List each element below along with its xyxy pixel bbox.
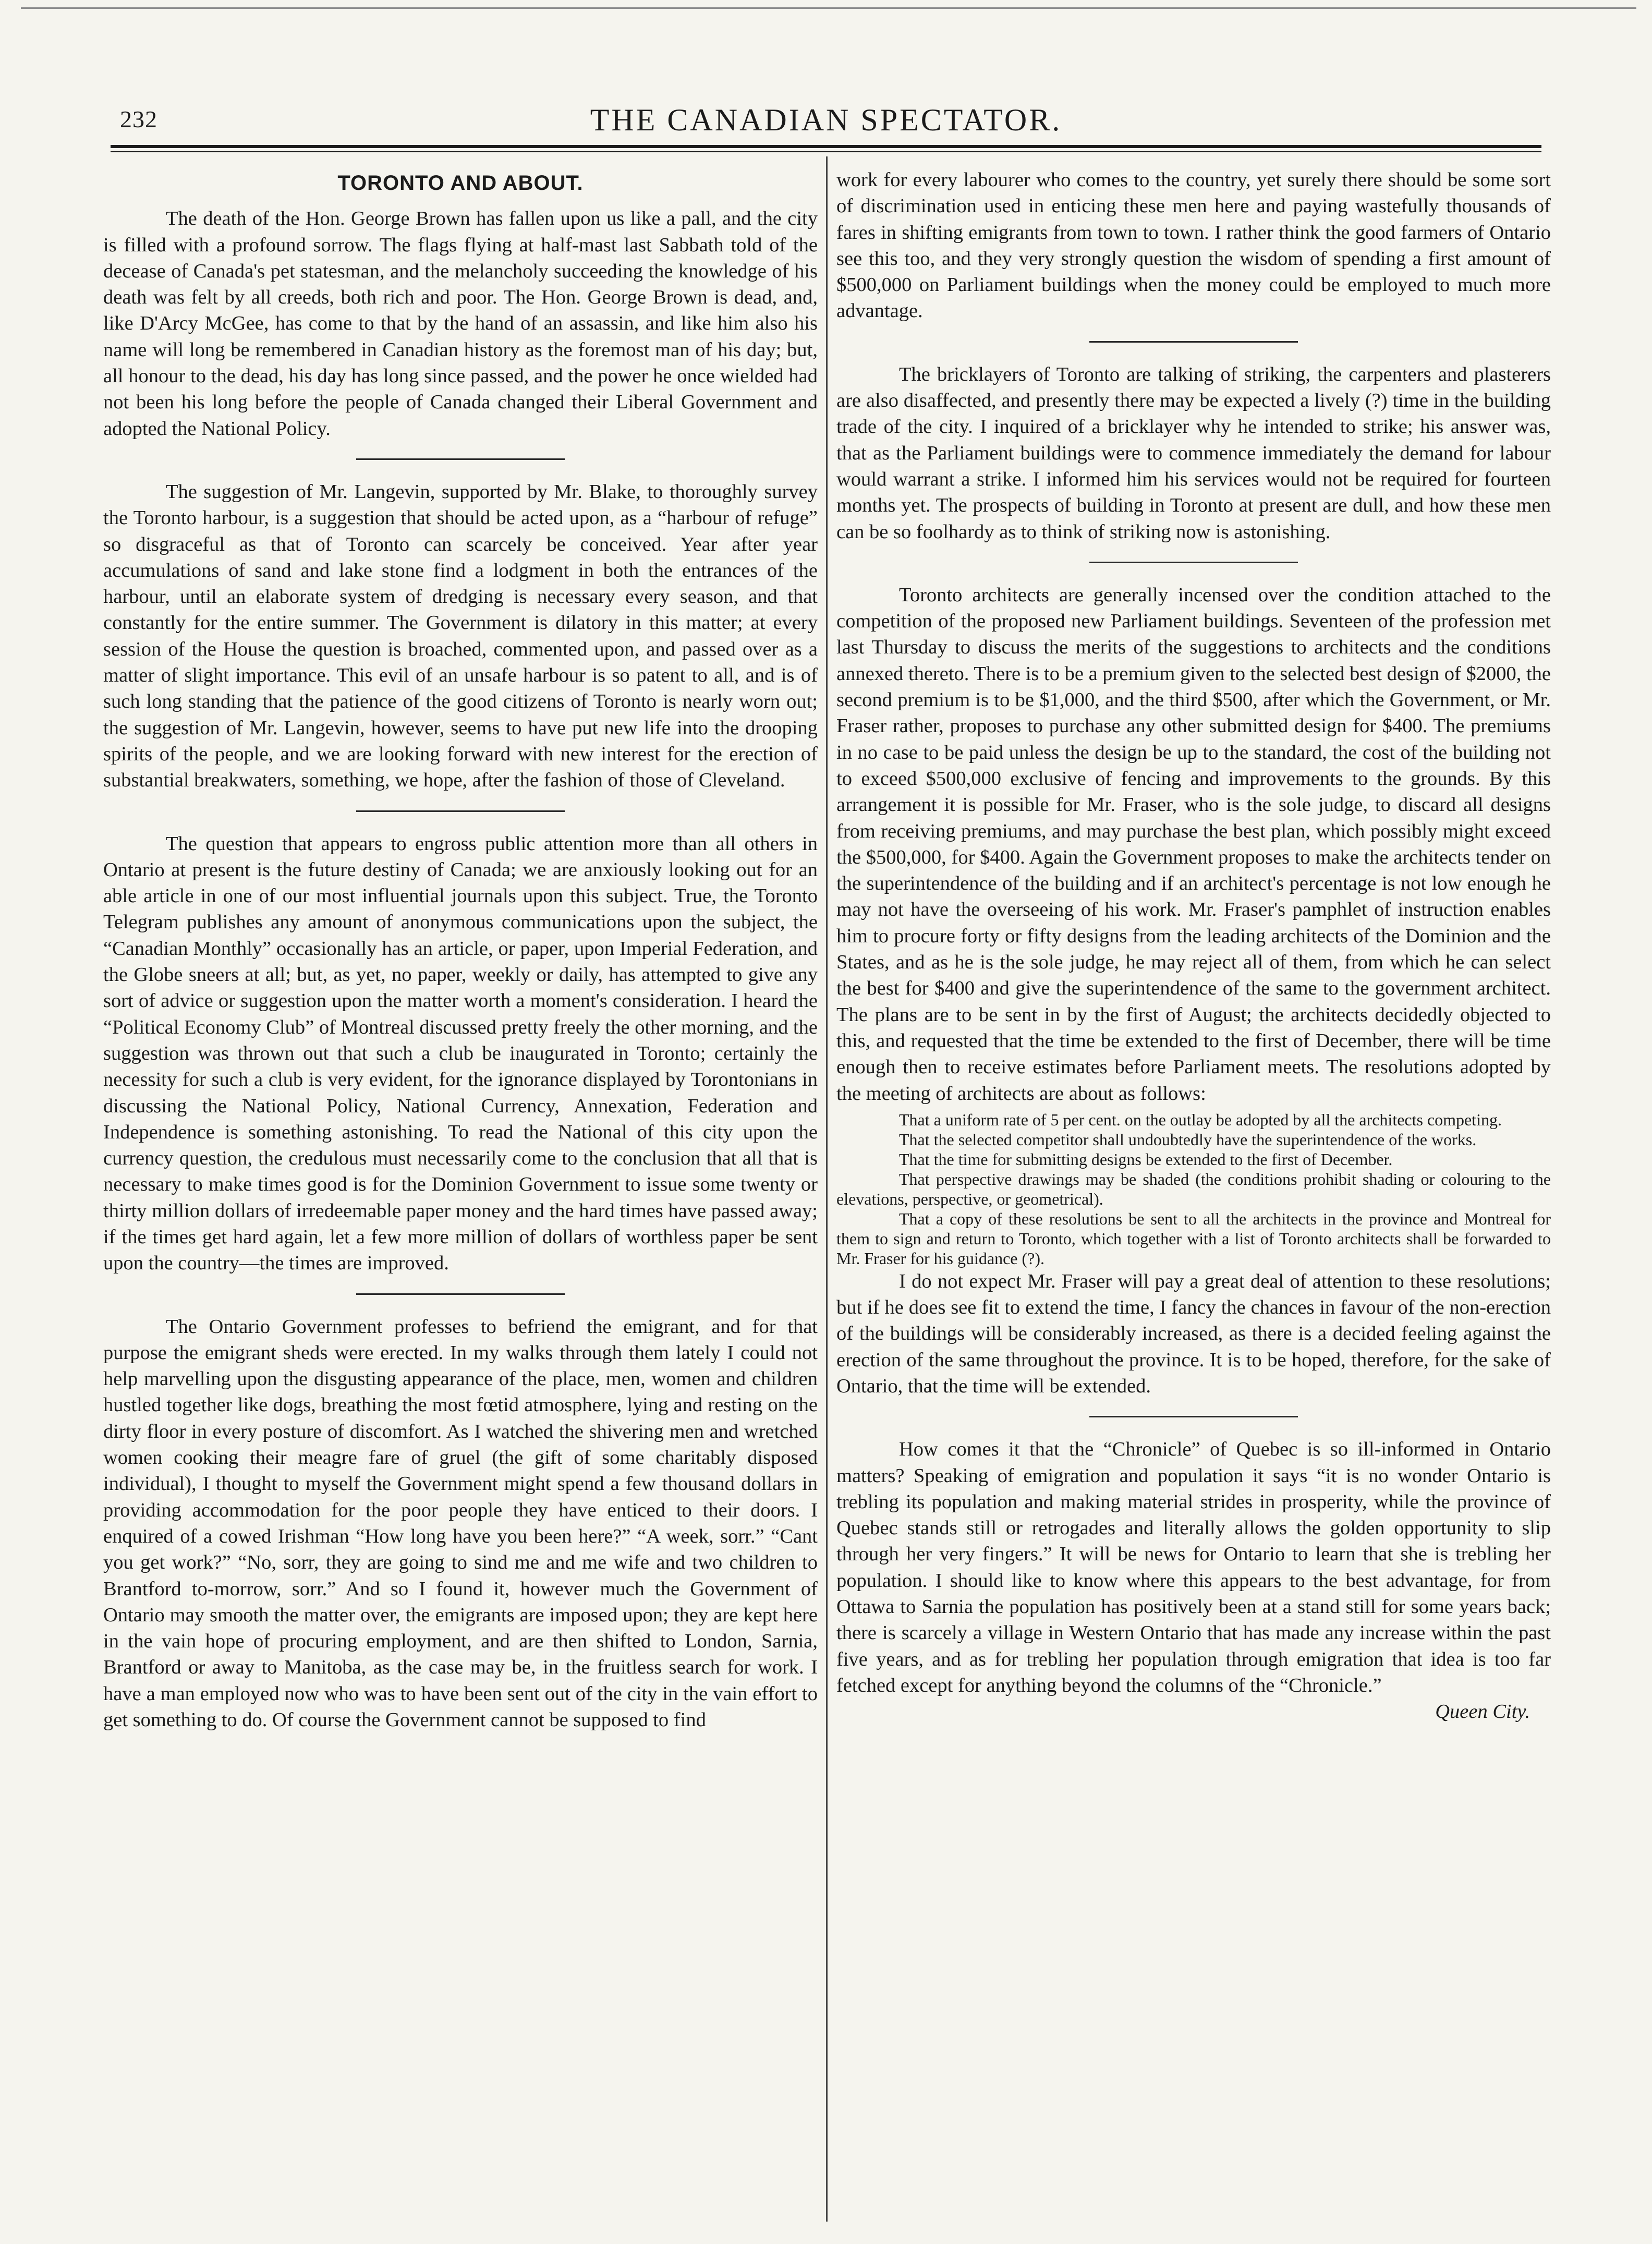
resolutions-list bbox=[836, 1110, 1551, 1268]
header-rule-thin bbox=[111, 151, 1541, 152]
resolution-item: That a uniform rate of 5 per cent. on the outlay be adopted by all the architects competing. bbox=[899, 1110, 1502, 1129]
paragraph-george-brown: The death of the Hon. George Brown has fallen upon us like a pall, and the city is filled with a profound sorrow. The flags flying at half-mast last Sabbath told of the decease of Canada's pet statesman, and the melancholy succeeding the knowledge of his death was felt by all creeds, both rich and poor. The Hon. George Brown is dead, and, like D'Arcy McGee, has come to that by the hand of an assassin, and like him also his name will long be remembered in Canadian history as the foremost man of his day; but, all honour to the dead, his day has long since passed, and the power he once wielded had not been his long before the people of Canada changed their Liberal Government and adopted the National Policy. bbox=[103, 208, 818, 440]
resolution-item: That a copy of these resolutions be sent to all the architects in the province and Montreal for them to sign and return to Toronto, which together with a list of Toronto architects shall be forwarded to Mr. Fraser for his guidance (?). bbox=[836, 1209, 1551, 1268]
resolution-item: That perspective drawings may be shaded (the conditions prohibit shading or colouring to the elevations, perspective, or geometrical). bbox=[836, 1169, 1551, 1208]
paragraph-emigrant-sheds: The Ontario Government professes to befriend the emigrant, and for that purpose the emigrant sheds were erected. In my walks through them lately I could not help marvelling upon the disgusting appearance of the place, men, women and children hustled together like dogs, breathing the most fœtid atmosphere, lying and resting on the dirty floor in every posture of discomfort. As I watched the shivering men and wretched women cooking their meagre fare of gruel (the gift of some charitably disposed individual), I thought to myself the Government might spend a few thousand dollars in providing accommodation for the poor people they have enticed to their doors. I enquired of a cowed Irishman “How long have you been here?” “A week, sorr.” “Cant you get work?” “No, sorr, they are going to sind me and me wife and two children to Brantford to-morrow, sorr.” And so I found it, however much the Government of Ontario may smooth the matter over, the emigrants are imposed upon; they are kept here in the vain hope of procuring employment, and are then shifted to London, Sarnia, Brantford or away to Manitoba, as the case may be, in the fruitless search for work. I have a man employed now who was to have been sent out of the city in the vain effort to get something to do. Of course the Government cannot be supposed to find bbox=[103, 1315, 818, 1731]
right-column bbox=[836, 167, 1551, 1725]
separator-rule bbox=[1089, 1416, 1298, 1417]
top-edge-rule bbox=[21, 7, 1636, 9]
page-number: 232 bbox=[120, 106, 157, 132]
journal-title: THE CANADIAN SPECTATOR. bbox=[590, 103, 1062, 137]
separator-rule bbox=[1089, 562, 1298, 563]
signature: Queen City. bbox=[1435, 1701, 1530, 1723]
paragraph-fraser: I do not expect Mr. Fraser will pay a great deal of attention to these resolutions; but if he does see fit to extend the time, I fancy the chances in favour of the non-erection of the buildings will be considerably increased, as there is a decided feeling against the erection of the same throughout the province. It is to be hoped, therefore, for the sake of Ontario, that the time will be extended. bbox=[836, 1270, 1551, 1397]
paragraph-chronicle: How comes it that the “Chronicle” of Quebec is so ill-informed in Ontario matters? Speaking of emigration and population it says “it is no wonder Ontario is trebling its population and making material strides in prosperity, while the province of Quebec stands still or retrogades and literally allows the golden opportunity to slip through her very fingers.” It will be news for Ontario to learn that she is trebling her population. I should like to know where this appears to the best advantage, for from Ottawa to Sarnia the population has positively been at a stand still for some years back; there is scarcely a village in Western Ontario that has made any increase within the past five years, and as for trebling her population through emigration that idea is too far fetched except for anything beyond the columns of the “Chronicle.” bbox=[836, 1438, 1551, 1696]
paragraph-bricklayers: The bricklayers of Toronto are talking of striking, the carpenters and plasterers are also disaffected, and presently there may be expected a lively (?) time in the building trade of the city. I inquired of a bricklayer why he intended to strike; his answer was, that as the Parliament buildings were to commence immediately the demand for labour would warrant a strike. I informed him his services would not be required for fourteen months yet. The prospects of building in Toronto at present are dull, and how these men can be so foolhardy as to think of striking now is astonishing. bbox=[836, 363, 1551, 543]
header-rule-thick bbox=[111, 145, 1541, 148]
resolution-item: That the selected competitor shall undoubtedly have the superintendence of the works. bbox=[899, 1130, 1477, 1149]
left-column bbox=[103, 167, 818, 1733]
separator-rule bbox=[1089, 341, 1298, 343]
page-header bbox=[111, 102, 1541, 139]
paragraph-harbour: The suggestion of Mr. Langevin, supported by Mr. Blake, to thoroughly survey the Toronto harbour, is a suggestion that should be acted upon, as a “harbour of refuge” so disgraceful as that of Toronto can scarcely be conceived. Year after year accumulations of sand and lake stone find a lodgment in both the entrances of the harbour, until an elaborate system of dredging is necessary every season, and that constantly for the entire summer. The Government is dilatory in this matter; at every session of the House the question is broached, commented upon, and passed over as a matter of slight importance. This evil of an unsafe harbour is so patent to all, and is of such long standing that the patience of the good citizens of Toronto is nearly worn out; the suggestion of Mr. Langevin, however, seems to have put new life into the drooping spirits of the people, and we are looking forward with new interest for the erection of substantial breakwaters, something, we hope, after the fashion of those of Cleveland. bbox=[103, 480, 818, 792]
section-title: TORONTO AND ABOUT. bbox=[337, 172, 584, 195]
separator-rule bbox=[356, 458, 565, 460]
separator-rule bbox=[356, 1293, 565, 1295]
separator-rule bbox=[356, 810, 565, 812]
resolution-item: That the time for submitting designs be extended to the first of December. bbox=[899, 1149, 1393, 1169]
column-divider bbox=[826, 156, 828, 2222]
paragraph-destiny-of-canada: The question that appears to engross public attention more than all others in Ontario at present is the future destiny of Canada; we are anxiously looking out for an able article in one of our most influential journals upon this subject. True, the Toronto Telegram publishes any amount of anonymous communications upon the subject, the “Canadian Monthly” occasionally has an article, or paper, upon Imperial Federation, and the Globe sneers at all; but, as yet, no paper, weekly or daily, has attempted to give any sort of advice or suggestion upon the matter worth a moment's consideration. I heard the “Political Economy Club” of Montreal discussed pretty freely the other morning, and the suggestion was thrown out that such a club be inaugurated in Toronto; certainly the necessity for such a club is very evident, for the ignorance displayed by Torontonians in discussing the National Policy, National Currency, Annexation, Federation and Independence is something astonishing. To read the National of this city upon the currency question, the credulous must necessarily come to the conclusion that all that is necessary to make times good is for the Dominion Government to issue some twenty or thirty million dollars of irredeemable paper money and the hard times have passed away; if the times get hard again, let a few more million of dollars of worthless paper be sent upon the country—the times are improved. bbox=[103, 832, 818, 1275]
paragraph-continuation: work for every labourer who comes to the country, yet surely there should be some sort of discrimination used in enticing these men here and paying wastefully thousands of fares in shifting emigrants from town to town. I rather think the good farmers of Ontario see this too, and they very strongly question the wisdom of spending a first amount of $500,000 on Parliament buildings when the money could be employed to much more advantage. bbox=[836, 169, 1551, 322]
paragraph-architects: Toronto architects are generally incensed over the condition attached to the competition of the proposed new Parliament buildings. Seventeen of the profession met last Thursday to discuss the merits of the suggestions to architects and the conditions annexed thereto. There is to be a premium given to the selected best design of $2000, the second premium is to be $1,000, and the third $500, after which the Government, or Mr. Fraser rather, proposes to purchase any other submitted design for $400. The premiums in no case to be paid unless the design be up to the standard, the cost of the building not to exceed $500,000 exclusive of fencing and improvements to the grounds. By this arrangement it is possible for Mr. Fraser, who is the sole judge, to discard all designs from receiving premiums, and may purchase the best plan, which possibly might exceed the $500,000, for $400. Again the Government proposes to make the architects tender on the superintendence of the building and if an architect's percentage is not low enough he may not have the overseeing of his work. Mr. Fraser's pamphlet of instruction enables him to procure forty or fifty designs from the leading architects of the Dominion and the States, and as he is the sole judge, he may reject all of them, from which he can select the best for $400 and give the superintendence of the same to the government architect. The plans are to be sent in by the first of August; the architects decidedly objected to this, and requested that the time be extended to the first of December, there will be time enough then to receive estimates before Parliament meets. The resolutions adopted by the meeting of architects are about as follows: bbox=[836, 584, 1551, 1105]
